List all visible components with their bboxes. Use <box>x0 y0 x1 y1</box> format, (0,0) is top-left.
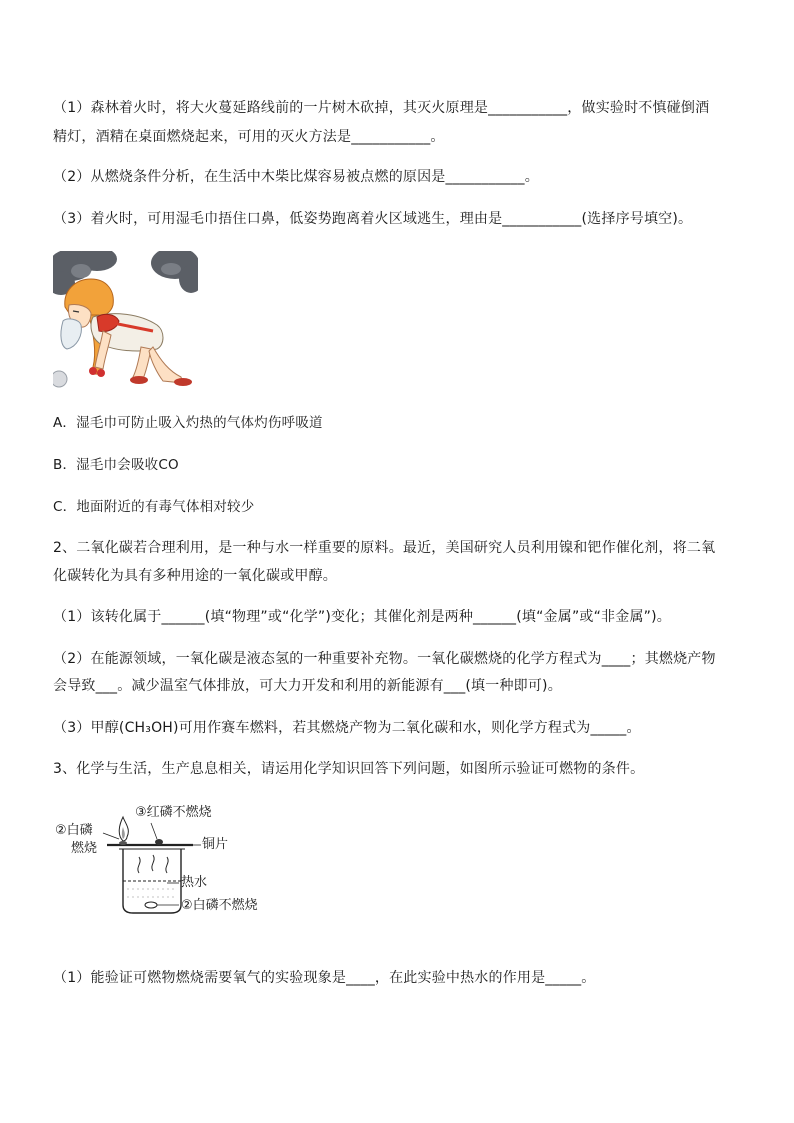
red-phosphorus <box>155 839 163 845</box>
q1-option-c: C．地面附近的有毒气体相对较少 <box>53 499 255 515</box>
q3-stem: 3、化学与生活，生产息息相关，请运用化学知识回答下列问题，如图所示验证可燃物的条件。 <box>53 761 645 777</box>
q1-part2: （2）从燃烧条件分析，在生活中木柴比煤容易被点燃的原因是___________。 <box>53 169 539 185</box>
label-red-phosphorus: ③红磷不燃烧 <box>135 805 212 820</box>
q2-part3: （3）甲醇(CH₃OH)可用作赛车燃料，若其燃烧产物为二氧化碳和水，则化学方程式为_____。 <box>53 720 641 736</box>
q2-part2-line1: （2）在能源领域，一氧化碳是液态氢的一种重要补充物。一氧化碳燃烧的化学方程式为____；其燃烧产物 <box>53 651 716 667</box>
q1-part1-line2: 精灯，酒精在桌面燃烧起来，可用的灭火方法是___________。 <box>53 129 445 145</box>
q3-part1: （1）能验证可燃物燃烧需要氧气的实验现象是____，在此实验中热水的作用是_____。 <box>53 970 596 986</box>
escape-fire-illustration <box>53 251 198 389</box>
q2-stem-line1: 2、二氧化碳若合理利用，是一种与水一样重要的原料。最近，美国研究人员利用镍和钯作催化剂，将二氧 <box>53 540 716 556</box>
q2-stem-line2: 化碳转化为具有多种用途的一氧化碳或甲醇。 <box>53 568 337 584</box>
submerged-white-phosphorus <box>145 902 157 908</box>
combustion-experiment-diagram <box>55 801 285 919</box>
q1-option-a: A．湿毛巾可防止吸入灼热的气体灼伤呼吸道 <box>53 415 323 431</box>
label-copper-plate: 铜片 <box>202 837 229 852</box>
q1-option-b: B．湿毛巾会吸收CO <box>53 457 179 473</box>
flame-icon <box>119 817 128 841</box>
q1-part3: （3）着火时，可用湿毛巾捂住口鼻，低姿势跑离着火区域逃生，理由是___________(选择序号填空)。 <box>53 211 693 227</box>
steam <box>138 855 168 873</box>
q1-part1-line1: （1）森林着火时，将大火蔓延路线前的一片树木砍掉，其灭火原理是___________，做实验时不慎碰倒酒 <box>53 100 710 116</box>
label-hot-water: 热水 <box>181 875 208 890</box>
q2-part1: （1）该转化属于______(填“物理”或“化学”)变化；其催化剂是两种______(填“金属”或“非金属”)。 <box>53 609 671 625</box>
label-white-phosphorus-burning-2: 燃烧 <box>71 841 98 856</box>
label-white-phosphorus-not-burning: ②白磷不燃烧 <box>181 898 258 913</box>
label-white-phosphorus-burning-1: ②白磷 <box>55 823 93 838</box>
q2-part2-line2: 会导致___。减少温室气体排放，可大力开发和利用的新能源有___(填一种即可)。 <box>53 678 562 694</box>
